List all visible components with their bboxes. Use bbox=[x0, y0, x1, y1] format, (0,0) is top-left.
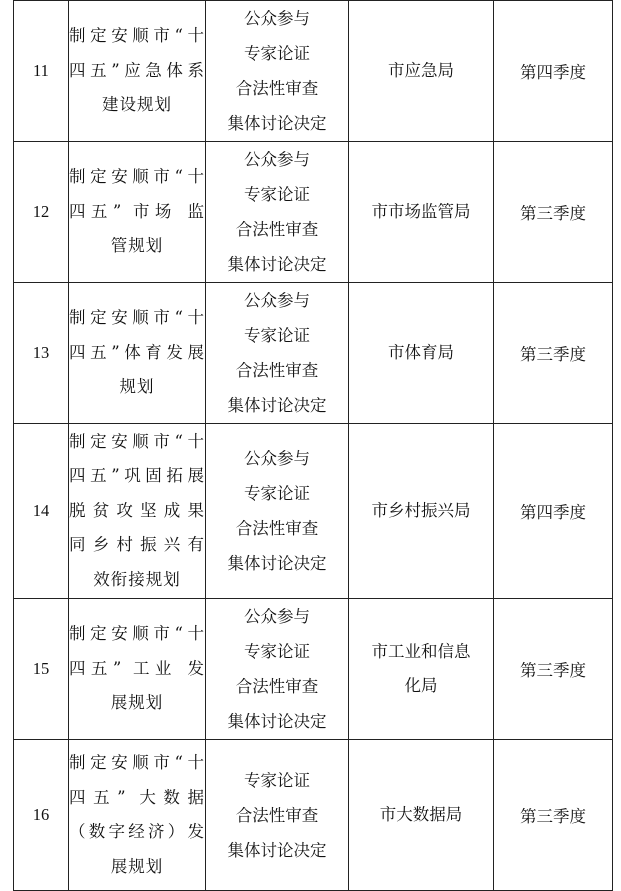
item-name-line: 脱贫攻坚成果 bbox=[69, 500, 205, 520]
procedure-line: 专家论证 bbox=[244, 484, 310, 503]
procedure-line: 专家论证 bbox=[244, 185, 310, 204]
department-line: 市体育局 bbox=[388, 343, 454, 362]
procedure-line: 集体讨论决定 bbox=[227, 114, 327, 133]
row-number: 14 bbox=[14, 424, 69, 599]
procedure-line: 公众参与 bbox=[244, 607, 310, 626]
procedure-line: 集体讨论决定 bbox=[227, 712, 327, 731]
procedure-line: 公众参与 bbox=[244, 9, 310, 28]
item-name-cell bbox=[69, 283, 206, 424]
item-name-line: 四五” 大数据 bbox=[69, 787, 205, 807]
procedure-line: 合法性审查 bbox=[235, 220, 319, 239]
department-cell bbox=[349, 740, 494, 891]
item-name-line: 制定安顺市“十 bbox=[69, 624, 205, 644]
item-name-line: 展规划 bbox=[110, 856, 164, 876]
item-name-line: 制定安顺市“十 bbox=[69, 753, 205, 772]
procedure-line: 专家论证 bbox=[244, 326, 310, 345]
item-name-cell bbox=[69, 424, 206, 599]
item-name-cell bbox=[69, 599, 206, 740]
department-cell bbox=[349, 1, 494, 142]
department-cell bbox=[349, 424, 494, 599]
item-name-line: 制定安顺市“十 bbox=[69, 431, 205, 451]
item-name-line: 规划 bbox=[119, 377, 155, 397]
item-name-line: 同乡村振兴有 bbox=[69, 535, 205, 555]
item-name-line: 四五” 工业 发 bbox=[69, 658, 205, 678]
item-name-line: 制定安顺市“十 bbox=[69, 308, 205, 328]
procedure-line: 专家论证 bbox=[244, 770, 310, 790]
procedure-cell bbox=[206, 142, 349, 283]
item-name-cell bbox=[69, 1, 206, 142]
procedure-cell bbox=[206, 740, 349, 891]
table-row bbox=[14, 740, 613, 891]
table-row bbox=[14, 424, 613, 599]
row-number: 11 bbox=[14, 1, 69, 142]
item-name-line: 四五”应急体系 bbox=[69, 60, 205, 80]
time-cell: 第三季度 bbox=[494, 599, 613, 740]
procedure-line: 专家论证 bbox=[244, 642, 310, 661]
item-name-line: 制定安顺市“十 bbox=[69, 26, 205, 46]
procedure-line: 合法性审查 bbox=[235, 677, 319, 696]
time-cell: 第三季度 bbox=[494, 283, 613, 424]
procedure-line: 集体讨论决定 bbox=[227, 554, 327, 573]
item-name-line: （数字经济）发 bbox=[69, 822, 205, 841]
row-number: 12 bbox=[14, 142, 69, 283]
item-name-cell bbox=[69, 740, 206, 891]
department-cell bbox=[349, 283, 494, 424]
table-row bbox=[14, 1, 613, 142]
table-row bbox=[14, 142, 613, 283]
item-name-line: 四五”体育发展 bbox=[69, 342, 205, 362]
item-name-line: 四五” 市场 监 bbox=[69, 201, 205, 221]
procedure-line: 专家论证 bbox=[244, 44, 310, 63]
procedure-cell bbox=[206, 283, 349, 424]
department-line: 市工业和信息 bbox=[371, 642, 471, 661]
time-cell: 第四季度 bbox=[494, 424, 613, 599]
department-line: 市乡村振兴局 bbox=[371, 501, 471, 520]
procedure-line: 合法性审查 bbox=[235, 79, 319, 98]
procedure-line: 公众参与 bbox=[244, 150, 310, 169]
procedure-cell bbox=[206, 599, 349, 740]
table-row bbox=[14, 283, 613, 424]
procedure-line: 公众参与 bbox=[244, 449, 310, 468]
item-name-line: 建设规划 bbox=[102, 95, 172, 115]
row-number: 15 bbox=[14, 599, 69, 740]
item-name-line: 展规划 bbox=[110, 693, 164, 713]
item-name-cell bbox=[69, 142, 206, 283]
procedure-line: 合法性审查 bbox=[235, 519, 319, 538]
procedure-cell bbox=[206, 1, 349, 142]
procedure-line: 合法性审查 bbox=[235, 361, 319, 380]
department-cell bbox=[349, 142, 494, 283]
procedure-line: 集体讨论决定 bbox=[227, 840, 327, 860]
item-name-line: 效衔接规划 bbox=[93, 569, 181, 589]
department-line: 市市场监管局 bbox=[371, 202, 471, 221]
time-cell: 第三季度 bbox=[494, 142, 613, 283]
department-line: 市应急局 bbox=[388, 61, 454, 80]
department-line: 市大数据局 bbox=[379, 805, 463, 824]
time-cell: 第三季度 bbox=[494, 740, 613, 891]
time-cell: 第四季度 bbox=[494, 1, 613, 142]
procedure-cell bbox=[206, 424, 349, 599]
table-row bbox=[14, 599, 613, 740]
department-cell bbox=[349, 599, 494, 740]
procedure-line: 集体讨论决定 bbox=[227, 396, 327, 415]
item-name-line: 制定安顺市“十 bbox=[69, 167, 205, 187]
planning-table bbox=[13, 0, 613, 891]
procedure-line: 集体讨论决定 bbox=[227, 255, 327, 274]
row-number: 13 bbox=[14, 283, 69, 424]
item-name-line: 管规划 bbox=[110, 236, 164, 256]
procedure-line: 合法性审查 bbox=[235, 805, 319, 825]
department-line: 化局 bbox=[404, 676, 438, 695]
procedure-line: 公众参与 bbox=[244, 291, 310, 310]
row-number: 16 bbox=[14, 740, 69, 891]
item-name-line: 四五”巩固拓展 bbox=[69, 466, 205, 486]
